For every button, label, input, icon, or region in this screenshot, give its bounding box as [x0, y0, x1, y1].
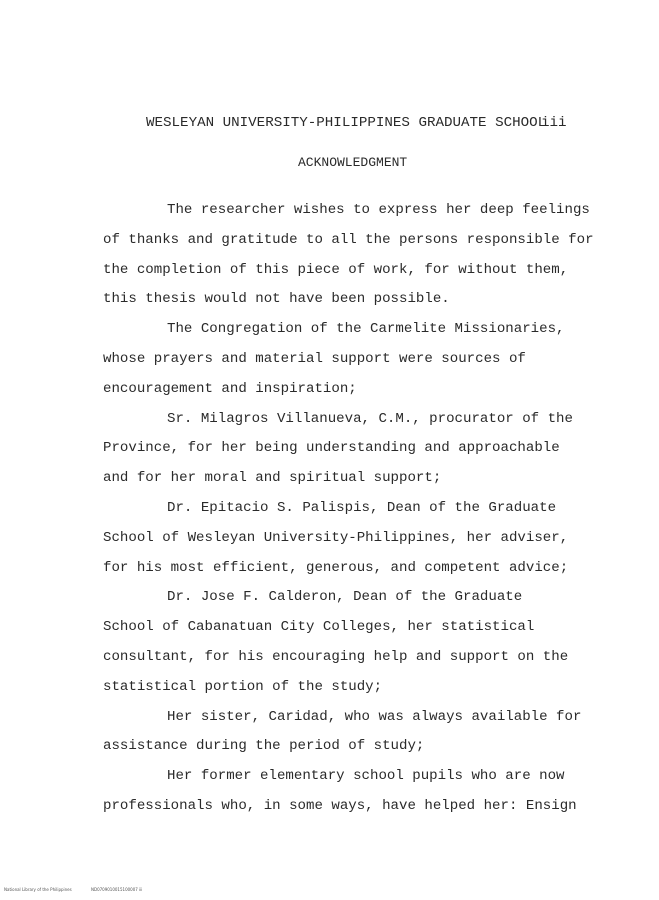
text-line: and for her moral and spiritual support; — [103, 470, 442, 487]
text-line: of thanks and gratitude to all the persons responsible for — [103, 231, 594, 248]
footer-code: ND0709010015100007 iii — [91, 887, 143, 892]
running-header: WESLEYAN UNIVERSITY-PHILIPPINES GRADUATE SCHOOL — [146, 115, 547, 131]
section-title: ACKNOWLEDGMENT — [298, 155, 408, 170]
text-line: the completion of this piece of work, for without them, — [103, 261, 569, 278]
text-line: this thesis would not have been possible. — [103, 291, 450, 308]
text-line: School of Cabanatuan City Colleges, her statistical — [103, 619, 535, 636]
text-line: Her former elementary school pupils who are now — [167, 768, 565, 785]
text-line: Her sister, Caridad, who was always available for — [167, 708, 582, 725]
text-line: professionals who, in some ways, have helped her: Ensign — [103, 797, 577, 814]
acknowledgment-body — [103, 196, 593, 822]
text-line: Dr. Jose F. Calderon, Dean of the Graduate — [167, 589, 523, 606]
text-line: The researcher wishes to express her deep feelings — [167, 202, 590, 218]
text-line: Province, for her being understanding and approachable — [103, 440, 560, 457]
text-line: The Congregation of the Carmelite Missionaries, — [167, 321, 565, 338]
text-line: Sr. Milagros Villanueva, C.M., procurator of the — [167, 410, 573, 427]
scan-footer — [4, 887, 160, 892]
footer-library: National Library of the Philippines — [4, 887, 72, 892]
text-line: Dr. Epitacio S. Palispis, Dean of the Graduate — [167, 499, 557, 516]
text-line: School of Wesleyan University-Philippines, her adviser, — [103, 529, 569, 546]
text-line: consultant, for his encouraging help and support on the — [103, 648, 569, 665]
text-line: assistance during the period of study; — [103, 738, 425, 755]
text-line: whose prayers and material support were sources of — [103, 350, 526, 367]
text-line: for his most efficient, generous, and competent advice; — [103, 559, 569, 576]
text-line: statistical portion of the study; — [103, 678, 383, 695]
text-line: encouragement and inspiration; — [103, 380, 357, 397]
page-number: iii — [541, 115, 567, 131]
